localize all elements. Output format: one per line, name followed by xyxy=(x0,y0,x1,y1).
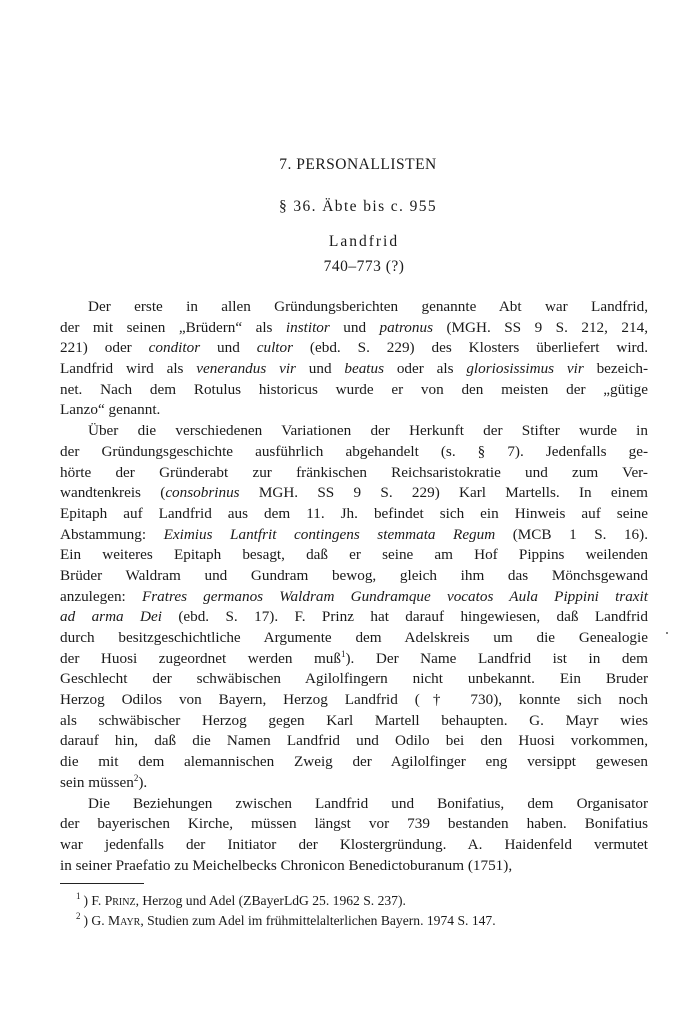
text-run: Lanzo“ genannt. xyxy=(60,401,161,419)
text-run: und xyxy=(329,318,380,336)
text-line xyxy=(60,483,648,504)
text-run: und xyxy=(295,360,345,378)
text-run: der mit seinen „Brüdern“ als xyxy=(60,318,286,336)
text-run: war jedenfalls der Initiator der Klostergründung. A. Haidenfeld vermutet xyxy=(60,835,648,853)
text-line xyxy=(60,442,648,463)
abbot-name-heading: Landfrid xyxy=(328,233,400,250)
text-line xyxy=(60,856,648,877)
text-run: Die Beziehungen zwischen Landfrid und Bonifatius, dem Organisator xyxy=(88,794,648,812)
text-run: Herzog Odilos von Bayern, Herzog Landfrid († 730), konnte sich noch xyxy=(60,691,648,709)
text-run: Ein weiteres Epitaph besagt, daß er seine am Hof Pippins weilenden xyxy=(60,546,648,564)
text-line xyxy=(60,566,648,587)
text-run: der Huosi zugeordnet werden muß xyxy=(60,649,341,667)
text-run: sein müssen xyxy=(60,773,134,791)
abbot-years-heading: 740–773 (?) xyxy=(323,258,405,275)
footnote-ref: 2 xyxy=(133,772,139,783)
text-line xyxy=(60,463,648,484)
section-heading: § 36. Äbte bis c. 955 xyxy=(278,198,438,215)
footnotes xyxy=(60,891,648,931)
text-line xyxy=(60,359,648,380)
text-run: darauf hin, daß die Namen Landfrid und Odilo bei den Huosi vorkommen, xyxy=(60,732,648,750)
text-line xyxy=(60,669,648,690)
text-run: bezeich- xyxy=(583,360,649,378)
text-line xyxy=(60,752,648,773)
footnote-text: ) F. xyxy=(83,893,105,908)
text-run: MGH. SS 9 S. 229) Karl Martells. In einem xyxy=(239,484,649,502)
text-run: conditor xyxy=(148,339,201,357)
text-line xyxy=(60,711,648,732)
text-run: oder als xyxy=(384,360,467,378)
text-line xyxy=(60,835,648,856)
text-line xyxy=(60,380,648,401)
text-line xyxy=(60,649,648,670)
text-line xyxy=(60,628,648,649)
footnote-text: ) G. xyxy=(83,913,109,928)
text-run: in seiner Praefatio zu Meichelbecks Chronicon Benedictoburanum (1751), xyxy=(60,856,513,874)
author-name: Prinz xyxy=(104,893,136,908)
text-line xyxy=(60,338,648,359)
text-line xyxy=(60,421,648,442)
text-line xyxy=(60,814,648,835)
text-run: Der erste in allen Gründungsberichten genannte Abt war Landfrid, xyxy=(88,298,648,315)
text-run: Epitaph auf Landfrid aus dem 11. Jh. befindet sich ein Hinweis auf seine xyxy=(60,504,648,522)
text-line xyxy=(60,297,648,318)
text-run: (ebd. S. 229) des Klosters überliefert wird. xyxy=(293,339,649,357)
text-run: (MGH. SS 9 S. 212, 214, xyxy=(433,318,649,336)
text-line xyxy=(60,525,648,546)
text-run: Landfrid wird als xyxy=(60,360,197,378)
footnote-text: , Studien zum Adel im frühmittelalterlichen Bayern. 1974 S. 147. xyxy=(140,913,496,928)
body-text xyxy=(60,297,648,876)
text-run: institor xyxy=(285,318,330,336)
footnote xyxy=(60,891,648,911)
text-run: ad arma Dei xyxy=(60,608,162,626)
footnote-ref: 1 xyxy=(340,648,346,659)
text-run: und xyxy=(200,339,257,357)
chapter-heading: 7. PERSONALLISTEN xyxy=(279,156,437,173)
text-run: beatus xyxy=(344,360,385,378)
text-run: Geschlecht der schwäbischen Agilolfingern nicht unbekannt. Ein Bruder xyxy=(60,670,648,688)
text-run: Fratres germanos Waldram Gundramque vocatos Aula Pippini traxit xyxy=(141,587,648,605)
text-run: 221) oder xyxy=(60,339,149,357)
text-run: cultor xyxy=(256,339,294,357)
text-run: hörte der Gründerabt zur fränkischen Reichsaristokratie und zum Ver- xyxy=(60,463,648,481)
text-run: gloriosissimus vir xyxy=(466,360,584,378)
text-run: als schwäbischer Herzog gegen Karl Martell behaupten. G. Mayr wies xyxy=(60,711,648,729)
text-run: (MCB 1 S. 16). xyxy=(495,525,649,543)
text-run: consobrinus xyxy=(165,484,240,502)
text-run: net. Nach dem Rotulus historicus wurde er von den meisten der „gütige xyxy=(60,380,648,398)
text-run: Brüder Waldram und Gundram bewog, gleich ihm das Mönchsgewand xyxy=(60,566,648,584)
text-run: der Gründungsgeschichte ausführlich abgehandelt (s. § 7). Jedenfalls ge- xyxy=(60,442,648,460)
text-run: anzulegen: xyxy=(60,587,142,605)
text-run: Über die verschiedenen Variationen der Herkunft der Stifter wurde in xyxy=(88,422,648,440)
margin-dot xyxy=(666,632,668,634)
text-run: (ebd. S. 17). F. Prinz hat darauf hingewiesen, daß Landfrid xyxy=(161,608,648,626)
text-run: Abstammung: xyxy=(60,525,164,543)
footnote-text: , Herzog und Adel (ZBayerLdG 25. 1962 S. 237). xyxy=(135,893,406,908)
text-run: durch besitzgeschichtliche Argumente dem Adelskreis um die Genealogie xyxy=(60,629,648,646)
text-line xyxy=(60,794,648,815)
text-run: ). xyxy=(138,773,148,791)
text-run: venerandus vir xyxy=(196,360,296,378)
text-run: ). Der Name Landfrid ist in dem xyxy=(345,649,648,667)
text-run: der bayerischen Kirche, müssen längst vor 739 bestanden haben. Bonifatius xyxy=(60,815,648,833)
text-line xyxy=(60,773,648,794)
text-line xyxy=(60,587,648,608)
footnote-divider xyxy=(60,883,144,884)
text-run: wandtenkreis ( xyxy=(60,484,166,502)
text-line xyxy=(60,504,648,525)
footnote-mark: 1 xyxy=(76,891,81,902)
text-line xyxy=(60,607,648,628)
text-line xyxy=(60,545,648,566)
footnote xyxy=(60,911,648,931)
text-line xyxy=(60,690,648,711)
text-run: Eximius Lantfrit contingens stemmata Regum xyxy=(163,525,496,543)
text-run: die mit dem alemannischen Zweig der Agilolfinger eng versippt gewesen xyxy=(60,753,648,771)
author-name: Mayr xyxy=(108,913,141,928)
text-line xyxy=(60,731,648,752)
footnote-mark: 2 xyxy=(76,911,81,922)
text-run: patronus xyxy=(379,318,433,336)
text-line xyxy=(60,318,648,339)
text-line xyxy=(60,400,648,421)
